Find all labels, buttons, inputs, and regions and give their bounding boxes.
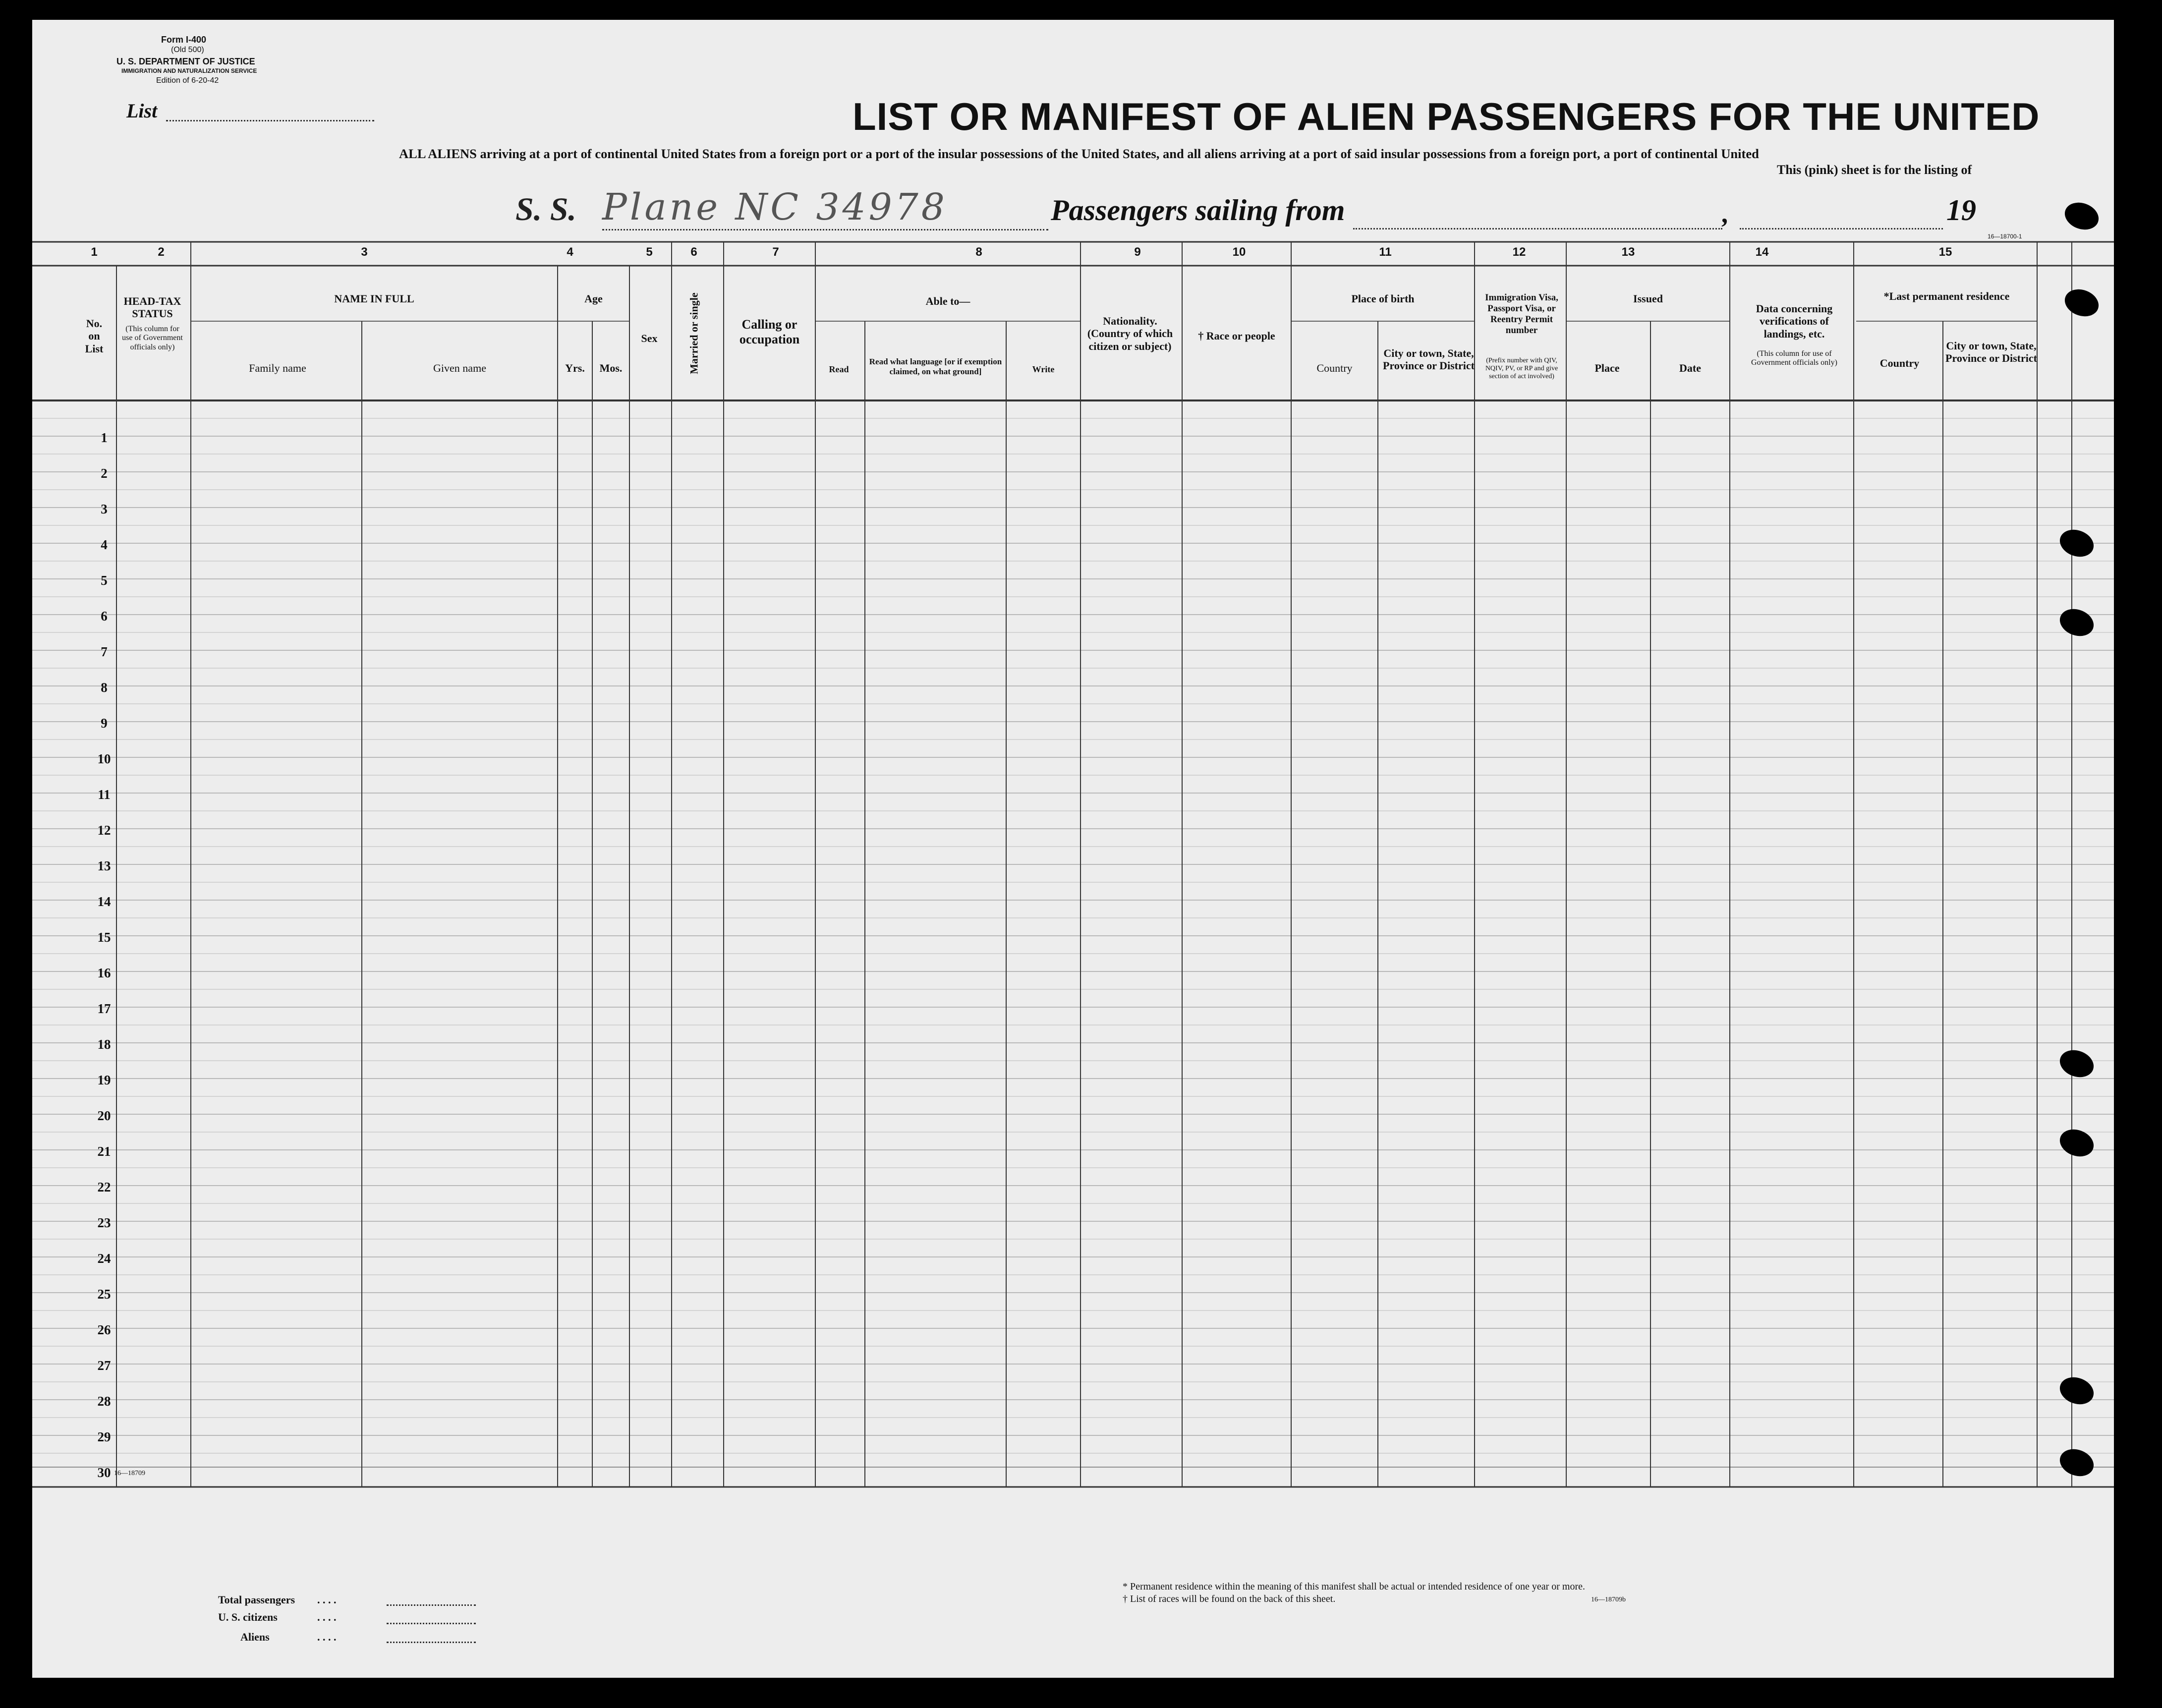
row-number: 18 [97, 1037, 111, 1052]
header-head-tax: HEAD-TAX STATUS [123, 295, 181, 320]
header-given-name: Given name [433, 362, 486, 374]
row-number: 8 [101, 680, 108, 695]
row-number: 22 [97, 1180, 111, 1195]
row-number: 20 [97, 1108, 111, 1123]
header-birth-country: Country [1316, 362, 1353, 374]
year-prefix: 19 [1946, 194, 1976, 227]
header-able-to: Able to— [925, 295, 970, 307]
row-number: 5 [101, 573, 108, 588]
us-citizens-dots: . . . . [317, 1611, 337, 1623]
header-visa-note: (Prefix number with QIV, NQIV, PV, or RP and give section of act involved) [1485, 357, 1558, 381]
header-issued-place: Place [1594, 362, 1620, 374]
header-place-of-birth: Place of birth [1351, 292, 1415, 305]
col-num-5: 5 [646, 245, 653, 259]
header-age: Age [584, 292, 603, 305]
footnote-races: † List of races will be found on the back of this sheet. [1123, 1594, 1336, 1604]
row-number: 3 [101, 502, 108, 516]
row-number: 16 [97, 966, 111, 980]
print-code: 16—18709 [114, 1470, 145, 1477]
header-head-tax-note: (This column for use of Government officials only) [122, 325, 183, 351]
header-no-on-list: No. on List [85, 317, 104, 355]
total-passengers-dots: . . . . [317, 1594, 337, 1606]
row-number: 21 [97, 1144, 111, 1159]
total-passengers-field[interactable] [387, 1603, 476, 1606]
row-number: 26 [97, 1322, 111, 1337]
form-edition: Edition of 6-20-42 [156, 76, 219, 85]
col-num-6: 6 [690, 245, 697, 259]
header-nationality: Nationality. (Country of which citizen or subject) [1087, 315, 1173, 352]
form-old-number: (Old 500) [171, 46, 204, 54]
header-calling: Calling or occupation [739, 317, 800, 346]
manifest-grid [32, 20, 2114, 1678]
row-number: 4 [101, 537, 108, 552]
row-number: 13 [97, 858, 111, 873]
header-issued-date: Date [1679, 362, 1701, 374]
row-number: 24 [97, 1251, 111, 1266]
header-mos: Mos. [599, 362, 623, 374]
row-number: 14 [97, 894, 111, 909]
header-res-country: Country [1879, 357, 1920, 369]
row-number: 30 [97, 1465, 111, 1480]
col-num-2: 2 [158, 245, 165, 259]
col-num-9: 9 [1134, 245, 1141, 259]
vessel-name-handwritten: Plane NC 34978 [602, 186, 948, 228]
header-name-in-full: NAME IN FULL [334, 292, 414, 305]
col-num-7: 7 [772, 245, 779, 259]
row-number: 7 [101, 644, 108, 659]
row-number: 2 [101, 466, 108, 481]
header-read: Read [829, 364, 849, 374]
col-num-3: 3 [361, 245, 368, 259]
row-number: 1 [101, 430, 108, 445]
row-number: 9 [101, 716, 108, 731]
subtitle-line-1: ALL ALIENS arriving at a port of continental United States from a foreign port or a port of the insular possessions of the United States, and all aliens arriving at a port of said insular possessions from a foreign port, a port of continental United [399, 146, 1759, 161]
ss-prefix: S. S. [515, 191, 576, 228]
page-title: LIST OR MANIFEST OF ALIEN PASSENGERS FOR THE UNITED [853, 95, 2040, 138]
header-issued: Issued [1633, 292, 1663, 305]
header-read-language: Read what language [or if exemption claimed, on what ground] [869, 357, 1002, 376]
sailing-label: Passengers sailing from [1051, 194, 1345, 227]
list-label: List [126, 100, 158, 122]
corner-code: 16—18700-1 [1988, 233, 2022, 240]
col-num-15: 15 [1938, 245, 1952, 259]
col-num-13: 13 [1621, 245, 1635, 259]
row-number: 29 [97, 1429, 111, 1444]
col-num-14: 14 [1755, 245, 1769, 259]
header-race: † Race or people [1198, 330, 1275, 342]
header-birth-city: City or town, State, Province or District [1383, 347, 1475, 372]
header-yrs: Yrs. [565, 362, 585, 374]
col-num-1: 1 [91, 245, 98, 259]
us-citizens-field[interactable] [387, 1622, 476, 1624]
row-number: 12 [97, 823, 111, 838]
row-number: 17 [97, 1001, 111, 1016]
total-passengers-label: Total passengers [218, 1594, 295, 1606]
row-number: 11 [98, 787, 111, 802]
col-num-4: 4 [567, 245, 573, 259]
col-num-10: 10 [1232, 245, 1246, 259]
aliens-label: Aliens [240, 1631, 270, 1643]
footer-code: 16—18709b [1591, 1596, 1626, 1603]
footnote-residence: * Permanent residence within the meaning of this manifest shall be actual or intended residence of one year or more. [1123, 1581, 1586, 1592]
row-number: 10 [97, 751, 111, 766]
header-married: Married or single [687, 292, 700, 374]
row-number: 19 [97, 1073, 111, 1087]
header-visa: Immigration Visa, Passport Visa, or Reentry Permit number [1485, 292, 1558, 336]
subtitle-line-2: This (pink) sheet is for the listing of [1777, 163, 1972, 177]
col-num-8: 8 [975, 245, 982, 259]
aliens-dots: . . . . [317, 1631, 337, 1643]
form-department: U. S. DEPARTMENT OF JUSTICE [116, 57, 255, 66]
row-number: 27 [97, 1358, 111, 1373]
header-last-residence: *Last permanent residence [1883, 290, 2010, 302]
header-data-concerning: Data concerning verifications of landings, etc. [1756, 302, 1833, 340]
header-res-city: City or town, State, Province or District [1945, 340, 2037, 365]
header-write: Write [1032, 364, 1055, 374]
row-number: 23 [97, 1215, 111, 1230]
us-citizens-label: U. S. citizens [218, 1611, 278, 1623]
col-num-11: 11 [1379, 245, 1392, 259]
sailing-comma: , [1722, 199, 1729, 228]
aliens-field[interactable] [387, 1641, 476, 1643]
manifest-sheet [32, 20, 2114, 1678]
row-number: 25 [97, 1287, 111, 1302]
col-num-12: 12 [1512, 245, 1526, 259]
row-number: 15 [97, 930, 111, 945]
row-number: 28 [97, 1394, 111, 1409]
header-sex: Sex [641, 332, 658, 344]
header-family-name: Family name [249, 362, 306, 374]
row-number: 6 [101, 609, 108, 624]
form-service: IMMIGRATION AND NATURALIZATION SERVICE [121, 67, 257, 74]
header-data-note: (This column for use of Government officials only) [1751, 349, 1837, 367]
form-number: Form I-400 [161, 35, 207, 45]
